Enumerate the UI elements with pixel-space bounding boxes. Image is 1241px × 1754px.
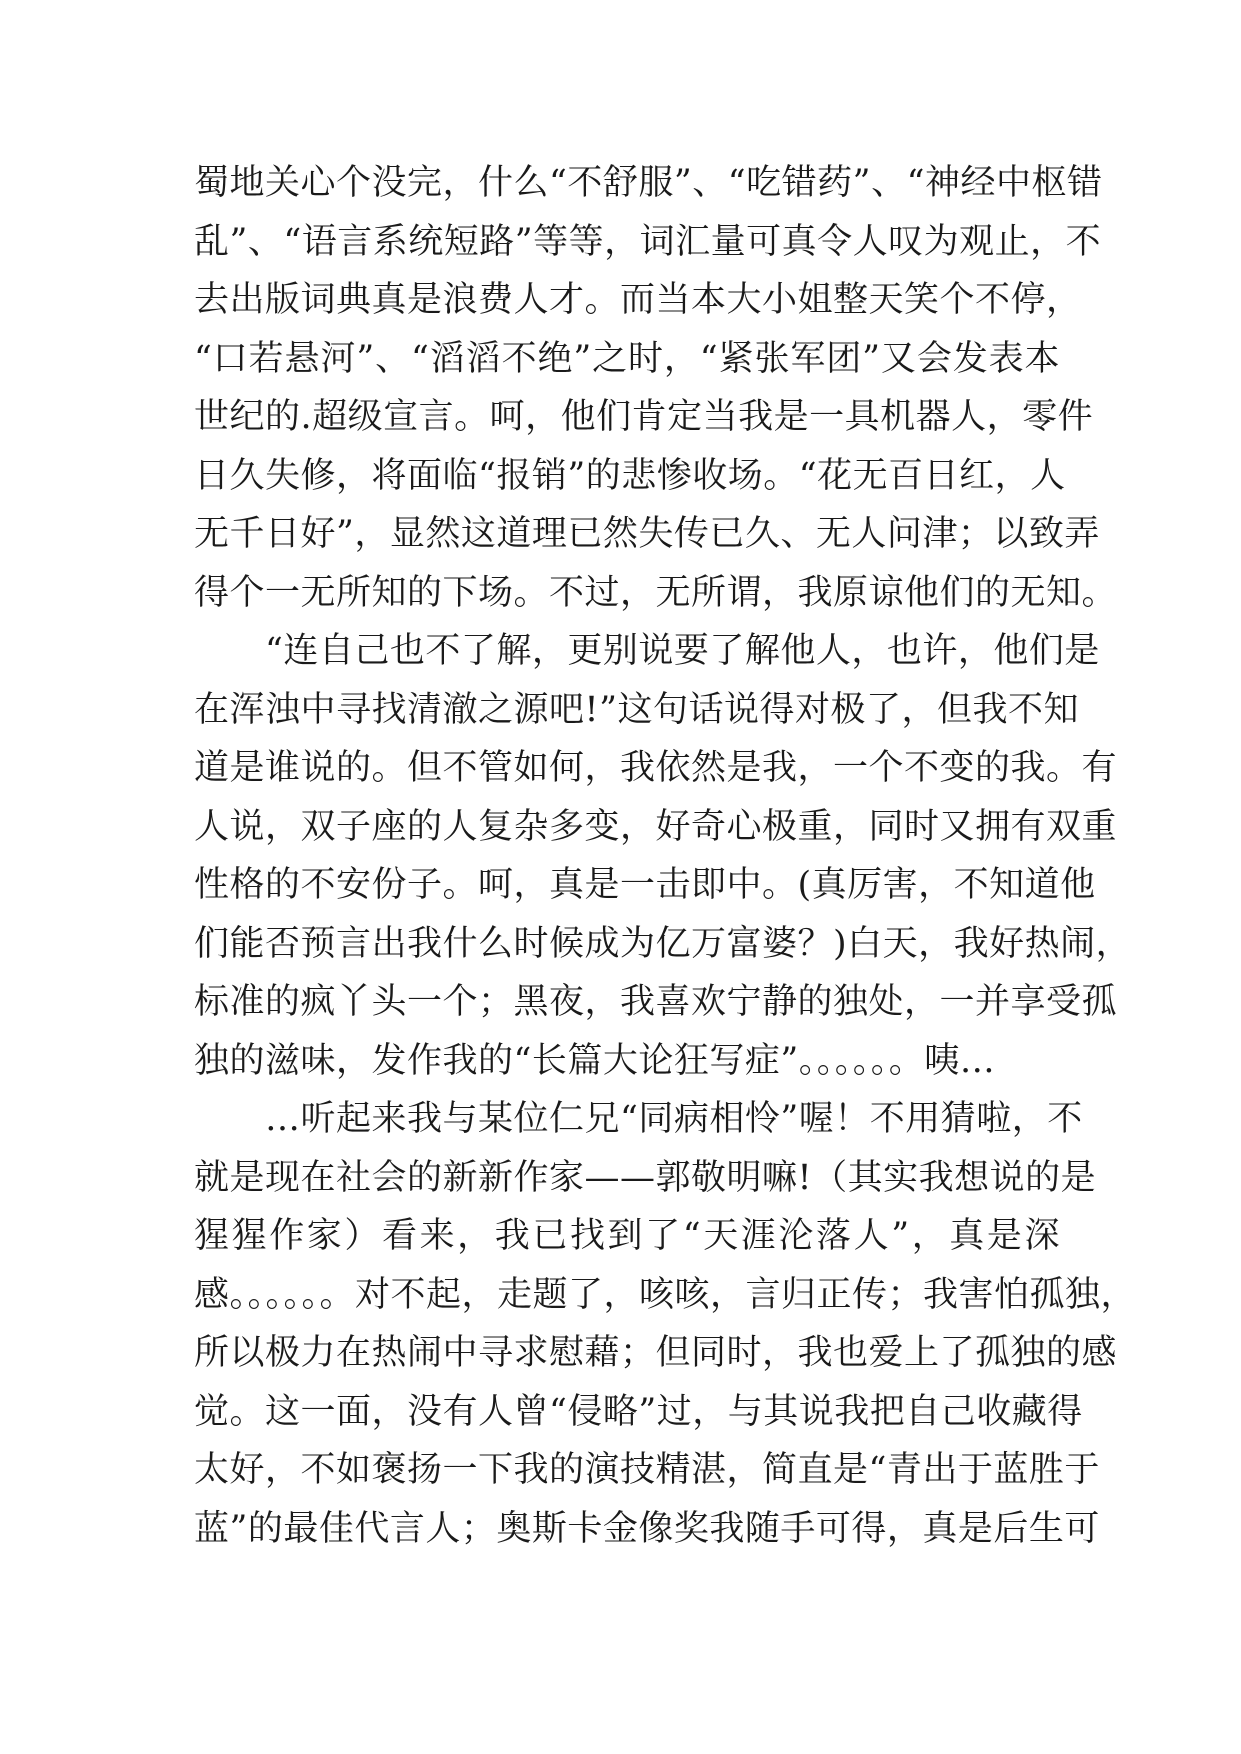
text-line: 所以极力在热闹中寻求慰藉；但同时，我也爱上了孤独的感 — [194, 1333, 1118, 1373]
paragraph-1 — [194, 154, 1118, 622]
text-line: 蜀地关心个没完，什么“不舒服”、“吃错药”、“神经中枢错 — [194, 163, 1103, 203]
text-line: 世纪的.超级宣言。呵，他们肯定当我是一具机器人，零件 — [194, 397, 1094, 437]
text-line: 道是谁说的。但不管如何，我依然是我，一个不变的我。有 — [194, 748, 1118, 788]
text-line: 们能否预言出我什么时候成为亿万富婆？)白天，我好热闹， — [194, 923, 1132, 964]
text-line: 就是现在社会的新新作家——郭敬明嘛!（其实我想说的是 — [194, 1157, 1097, 1198]
text-line: 猩猩作家）看来，我已找到了“天涯沦落人”，真是深 — [194, 1216, 1060, 1256]
text-line: 太好，不如褒扬一下我的演技精湛，简直是“青出于蓝胜于 — [194, 1450, 1100, 1490]
text-line: 性格的不安份子。呵，真是一击即中。(真厉害，不知道他 — [194, 865, 1096, 905]
paragraph-2 — [194, 622, 1132, 1090]
text-line: 乱”、“语言系统短路”等等，词汇量可真令人叹为观止，不 — [194, 221, 1102, 262]
text-line: 得个一无所知的下场。不过，无所谓，我原谅他们的无知。 — [194, 572, 1118, 613]
text-line: 独的滋味，发作我的“长篇大论狂写症”。。。。。。咦… — [194, 1040, 996, 1081]
text-line: 无千日好”，显然这道理已然失传已久、无人问津；以致弄 — [194, 514, 1100, 554]
text-line: “连自己也不了解，更别说要了解他人，也许，他们是 — [194, 631, 1100, 671]
text-line: “口若悬河”、“滔滔不绝”之时，“紧张军团”又会发表本 — [194, 338, 1060, 379]
text-line: 去出版词典真是浪费人才。而当本大小姐整天笑个不停， — [194, 280, 1082, 320]
text-line: 日久失修，将面临“报销”的悲惨收场。“花无百日红，人 — [194, 455, 1066, 496]
document-body — [194, 154, 1137, 1558]
text-line: 在浑浊中寻找清澈之源吧!”这句话说得对极了，但我不知 — [194, 689, 1079, 730]
text-line: 蓝”的最佳代言人；奥斯卡金像奖我随手可得，真是后生可 — [194, 1508, 1100, 1549]
text-line: 人说，双子座的人复杂多变，好奇心极重，同时又拥有双重 — [194, 806, 1118, 847]
paragraph-3 — [194, 1090, 1137, 1558]
text-line: 标准的疯丫头一个；黑夜，我喜欢宁静的独处，一并享受孤 — [194, 982, 1118, 1022]
text-line: 觉。这一面，没有人曾“侵略”过，与其说我把自己收藏得 — [194, 1391, 1083, 1432]
text-line: …听起来我与某位仁兄“同病相怜”喔！不用猜啦，不 — [194, 1099, 1083, 1139]
text-line: 感。。。。。。对不起，走题了，咳咳，言归正传；我害怕孤独， — [194, 1274, 1137, 1315]
